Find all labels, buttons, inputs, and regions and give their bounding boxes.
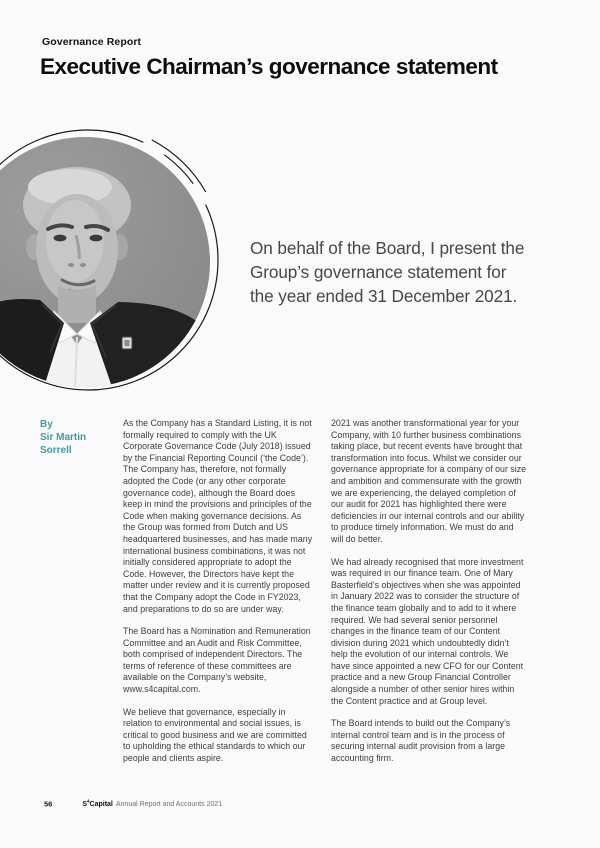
byline-name-line: Sir Martin xyxy=(40,432,87,443)
intro-statement-line: Group’s governance statement for xyxy=(250,262,507,282)
page-footer xyxy=(44,799,564,808)
body-column-1 xyxy=(123,418,315,776)
section-label: Governance Report xyxy=(42,36,142,48)
paragraph: The Board has a Nomination and Remuneration Committee and an Audit and Risk Committee, both comprised of independent Directors. The terms of reference of these committees are available on the Company’s website, www.s4capital.com. xyxy=(123,626,311,695)
s4capital-logo xyxy=(82,801,113,808)
portrait-illustration xyxy=(0,137,210,387)
logo-sup-4: 4 xyxy=(87,799,90,804)
body-column-2 xyxy=(331,418,528,776)
logo-s: S xyxy=(82,801,88,809)
page-number: 56 xyxy=(44,799,53,809)
portrait-photo xyxy=(0,137,210,387)
report-title: Annual Report and Accounts 2021 xyxy=(115,801,223,809)
byline-name-line: Sorrell xyxy=(40,445,72,456)
lapel-pin-icon xyxy=(122,337,132,349)
paragraph: We believe that governance, especially in relation to environmental and social issues, is critical to good business and we are committed to upholding the ethical standards to which our people and clients aspire. xyxy=(123,706,307,764)
logo-capital: Capital xyxy=(89,801,113,809)
paragraph: We had already recognised that more investment was required in our finance team. One of Mary Basterfield’s objectives when she was appointed in January 2022 was to consider the structure of the finance team globally and to add to it where required. We had several senior personnel changes in the finance team of our Content division during 2021 which undoubtedly didn’t help the evolution of our internal controls. We have since appointed a new CFO for our Content practice and a new Group Financial Controller alongside a number of other senior hires within the Content practice and at Group level. xyxy=(331,556,524,706)
intro-statement-line: the year ended 31 December 2021. xyxy=(250,286,518,306)
page-title: Executive Chairman’s governance statement xyxy=(40,54,498,79)
intro-statement-line: On behalf of the Board, I present the xyxy=(250,238,525,258)
paragraph: The Board intends to build out the Company’s internal control team and is in the process of securing internal audit provision from a large accounting firm. xyxy=(331,718,511,764)
byline xyxy=(40,418,120,457)
paragraph: 2021 was another transformational year for your Company, with 10 further business combinations taking place, but recent events have brought that transformation into focus. Whilst we consider our governance appropriate for a company of our size and ambition and commensurate with the growth we are experiencing, the delayed completion of our audit for 2021 has highlighted there were deficiencies in our internal controls and our ability to produce timely information. We must do and will do better. xyxy=(331,418,527,544)
byline-prefix: By xyxy=(40,419,53,430)
intro-statement xyxy=(250,236,524,308)
paragraph: As the Company has a Standard Listing, it is not formally required to comply with the UK Corporate Governance Code (July 2018) issued by the Financial Reporting Council (‘the Code’). The Company has, therefore, not formally adopted the Code (or any other corporate governance code), although the Board does keep in mind the provisions and principles of the Code when making governance decisions. As the Group was formed from Dutch and US headquartered businesses, and has made many international business combinations, it was not initially considered appropriate to adopt the Code. However, the Directors have kept the matter under review and it is currently proposed that the Company adopt the Code in FY2023, and preparations to do so are under way. xyxy=(123,418,313,614)
